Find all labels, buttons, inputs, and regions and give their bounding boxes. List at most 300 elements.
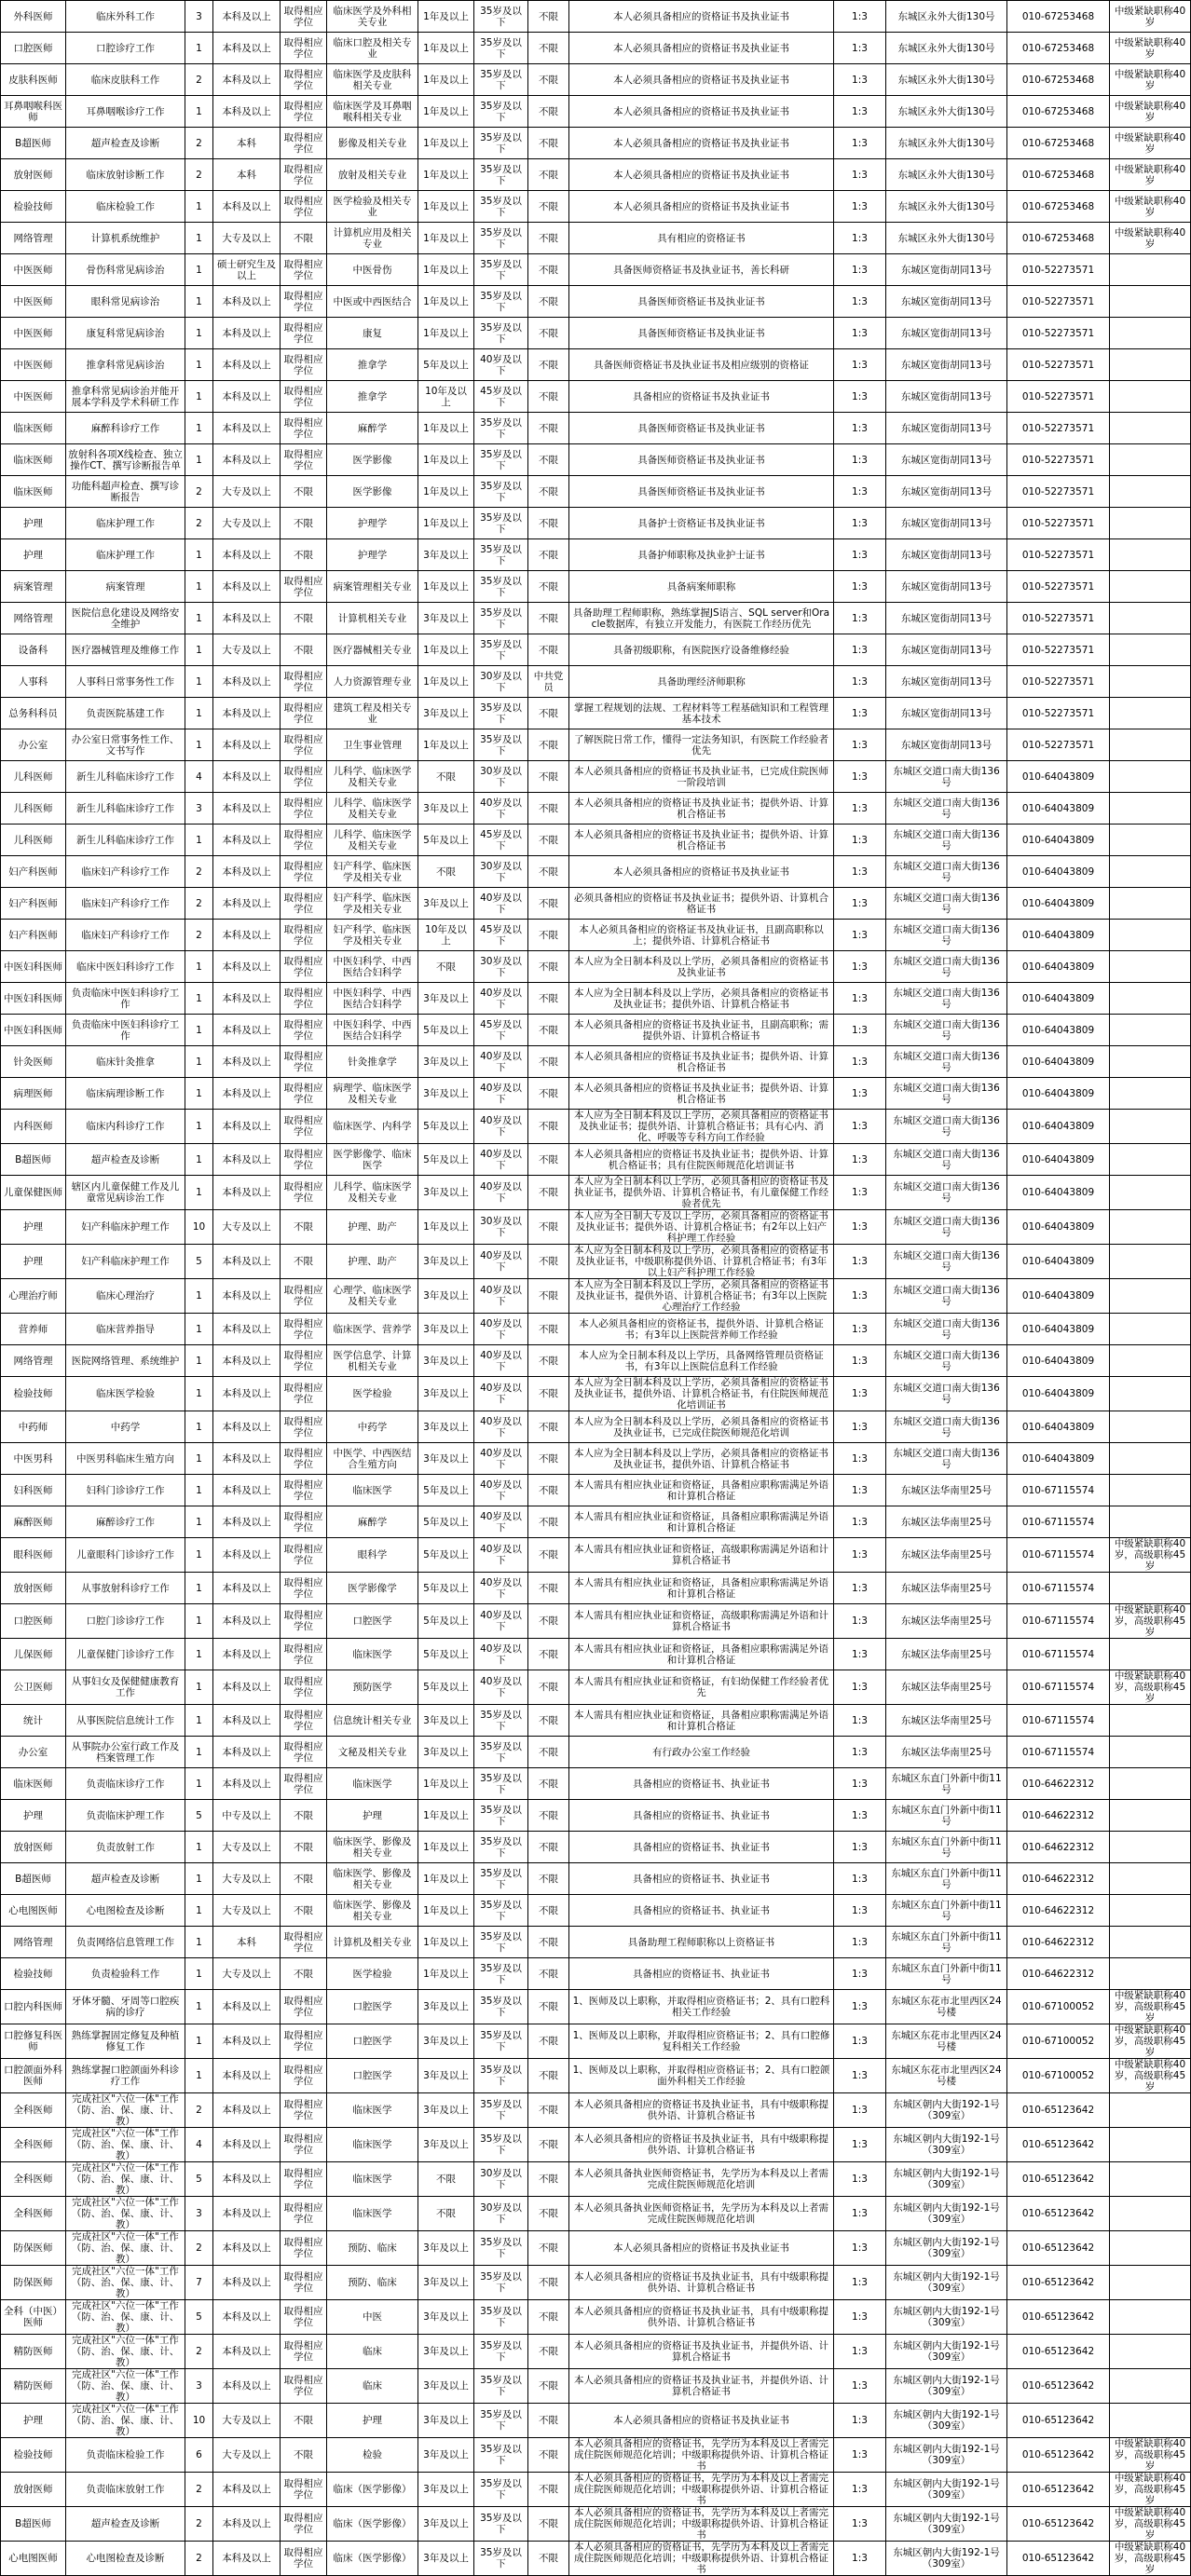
post-description: 完成社区"六位一体"工作（防、治、保、康、计、教） — [66, 2404, 185, 2438]
work-address: 东城区交道口南大街136号 — [886, 1411, 1007, 1443]
political-status: 不限 — [528, 1670, 569, 1705]
work-address: 东城区交道口南大街136号 — [886, 920, 1007, 951]
age-limit: 35岁及以下 — [474, 634, 528, 666]
age-limit: 45岁及以下 — [474, 381, 528, 413]
headcount: 10 — [185, 2404, 213, 2438]
post-name: 网络管理 — [1, 603, 66, 634]
remarks — [1110, 444, 1191, 476]
table-row — [1, 1895, 1191, 1927]
contact-phone: 010-64043809 — [1007, 1245, 1110, 1279]
work-experience: 5年及以上 — [418, 1110, 474, 1144]
post-name: 检验技师 — [1, 1958, 66, 1990]
contact-phone: 010-67253468 — [1007, 191, 1110, 223]
contact-phone: 010-67115574 — [1007, 1705, 1110, 1737]
headcount: 1 — [185, 1573, 213, 1604]
degree: 取得相应学位 — [281, 2300, 327, 2335]
remarks — [1110, 2369, 1191, 2404]
major: 临床医学、内科学 — [327, 1110, 418, 1144]
political-status: 不限 — [528, 254, 569, 286]
major: 护理 — [327, 2404, 418, 2438]
degree: 取得相应学位 — [281, 128, 327, 159]
major: 中医妇科学、中西医结合妇科学 — [327, 951, 418, 983]
political-status: 不限 — [528, 920, 569, 951]
degree: 不限 — [281, 1210, 327, 1245]
headcount: 1 — [185, 983, 213, 1015]
requirements: 具备相应的资格证书、执业证书 — [569, 1800, 834, 1832]
education: 本科及以上 — [213, 2300, 281, 2335]
table-row — [1, 286, 1191, 318]
political-status: 不限 — [528, 33, 569, 64]
degree: 取得相应学位 — [281, 2024, 327, 2059]
interview-ratio: 1:3 — [834, 1639, 886, 1670]
education: 本科及以上 — [213, 444, 281, 476]
degree: 取得相应学位 — [281, 571, 327, 603]
age-limit: 35岁及以下 — [474, 286, 528, 318]
age-limit: 35岁及以下 — [474, 1800, 528, 1832]
education: 本科及以上 — [213, 761, 281, 793]
work-address: 东城区朝内大街192-1号（309室） — [886, 2507, 1007, 2542]
major: 儿科学、临床医学及相关专业 — [327, 761, 418, 793]
interview-ratio: 1:3 — [834, 1245, 886, 1279]
age-limit: 35岁及以下 — [474, 33, 528, 64]
post-name: 全科医师 — [1, 2093, 66, 2128]
major: 中医或中西医结合 — [327, 286, 418, 318]
post-name: 儿科医师 — [1, 825, 66, 856]
remarks — [1110, 1245, 1191, 1279]
table-row — [1, 634, 1191, 666]
post-description: 临床医学检验 — [66, 1377, 185, 1411]
age-limit: 40岁及以下 — [474, 1176, 528, 1210]
political-status: 不限 — [528, 1990, 569, 2024]
education: 大专及以上 — [213, 1895, 281, 1927]
interview-ratio: 1:3 — [834, 1863, 886, 1895]
work-experience: 3年及以上 — [418, 1245, 474, 1279]
post-description: 负责临床中医妇科诊疗工作 — [66, 983, 185, 1015]
political-status: 不限 — [528, 2335, 569, 2369]
table-row — [1, 1046, 1191, 1078]
requirements: 具有相应的资格证书 — [569, 223, 834, 254]
requirements: 本人必须具备相应的资格证书及执业证书，且副高职称以上；提供外语、计算机合格证书 — [569, 920, 834, 951]
age-limit: 40岁及以下 — [474, 1345, 528, 1377]
degree: 取得相应学位 — [281, 825, 327, 856]
political-status: 不限 — [528, 856, 569, 888]
requirements: 本人必须具备相应的资格证书及执业证书 — [569, 64, 834, 96]
interview-ratio: 1:3 — [834, 1078, 886, 1110]
requirements: 本人必须具备相应的资格证书及执业证书 — [569, 33, 834, 64]
table-row — [1, 1176, 1191, 1210]
education: 本科及以上 — [213, 603, 281, 634]
interview-ratio: 1:3 — [834, 1144, 886, 1176]
interview-ratio: 1:3 — [834, 2438, 886, 2473]
requirements: 本人必须具备相应的资格证书，先学历为本科及以上者需完成住院医师规范化培训；中级职称提供外语、计算机合格证书 — [569, 2473, 834, 2507]
degree: 取得相应学位 — [281, 254, 327, 286]
work-address: 东城区宽街胡同13号 — [886, 318, 1007, 349]
age-limit: 35岁及以下 — [474, 1990, 528, 2024]
contact-phone: 010-67253468 — [1007, 159, 1110, 191]
interview-ratio: 1:3 — [834, 539, 886, 571]
work-experience: 10年及以上 — [418, 920, 474, 951]
interview-ratio: 1:3 — [834, 1705, 886, 1737]
age-limit: 35岁及以下 — [474, 729, 528, 761]
degree: 取得相应学位 — [281, 698, 327, 729]
degree: 取得相应学位 — [281, 1670, 327, 1705]
headcount: 1 — [185, 318, 213, 349]
interview-ratio: 1:3 — [834, 159, 886, 191]
remarks — [1110, 318, 1191, 349]
work-experience: 1年及以上 — [418, 1, 474, 33]
contact-phone: 010-65123642 — [1007, 2473, 1110, 2507]
political-status: 不限 — [528, 1895, 569, 1927]
post-name: 检验技师 — [1, 2438, 66, 2473]
table-row — [1, 1604, 1191, 1639]
major: 医学检验 — [327, 1377, 418, 1411]
age-limit: 30岁及以下 — [474, 951, 528, 983]
age-limit: 35岁及以下 — [474, 128, 528, 159]
table-row — [1, 951, 1191, 983]
work-address: 东城区朝内大街192-1号（309室） — [886, 2404, 1007, 2438]
contact-phone: 010-52273571 — [1007, 381, 1110, 413]
remarks — [1110, 349, 1191, 381]
major: 临床 — [327, 2335, 418, 2369]
education: 本科及以上 — [213, 1705, 281, 1737]
interview-ratio: 1:3 — [834, 1506, 886, 1538]
degree: 取得相应学位 — [281, 2093, 327, 2128]
work-experience: 不限 — [418, 856, 474, 888]
work-address: 东城区交道口南大街136号 — [886, 1015, 1007, 1046]
work-address: 东城区东直门外新中街11号 — [886, 1800, 1007, 1832]
degree: 取得相应学位 — [281, 1345, 327, 1377]
major: 临床医学 — [327, 1768, 418, 1800]
political-status: 不限 — [528, 1245, 569, 1279]
work-address: 东城区交道口南大街136号 — [886, 1443, 1007, 1475]
remarks — [1110, 1895, 1191, 1927]
degree: 取得相应学位 — [281, 413, 327, 444]
major: 妇产科学、临床医学及相关专业 — [327, 920, 418, 951]
post-name: 网络管理 — [1, 1927, 66, 1958]
requirements: 本人必须具备相应的资格证书及执业证书，具有中级职称提供外语、计算机合格证书 — [569, 2266, 834, 2300]
post-name: 中药师 — [1, 1411, 66, 1443]
headcount: 1 — [185, 1639, 213, 1670]
political-status: 不限 — [528, 1863, 569, 1895]
post-description: 从事放射科诊疗工作 — [66, 1573, 185, 1604]
remarks — [1110, 476, 1191, 508]
political-status: 不限 — [528, 1377, 569, 1411]
work-address: 东城区宽街胡同13号 — [886, 444, 1007, 476]
remarks — [1110, 1768, 1191, 1800]
contact-phone: 010-65123642 — [1007, 2197, 1110, 2231]
remarks — [1110, 1345, 1191, 1377]
interview-ratio: 1:3 — [834, 96, 886, 128]
major: 临床医学 — [327, 2093, 418, 2128]
post-name: 精防医师 — [1, 2369, 66, 2404]
remarks: 中级紧缺职称40岁，高级职称45岁 — [1110, 1990, 1191, 2024]
contact-phone: 010-52273571 — [1007, 634, 1110, 666]
interview-ratio: 1:3 — [834, 666, 886, 698]
major: 计算机及相关专业 — [327, 1927, 418, 1958]
degree: 取得相应学位 — [281, 1314, 327, 1345]
work-address: 东城区交道口南大街136号 — [886, 1210, 1007, 1245]
education: 本科及以上 — [213, 729, 281, 761]
work-experience: 3年及以上 — [418, 2231, 474, 2266]
education: 本科及以上 — [213, 1573, 281, 1604]
table-row — [1, 1279, 1191, 1314]
education: 本科 — [213, 159, 281, 191]
degree: 取得相应学位 — [281, 1176, 327, 1210]
contact-phone: 010-64043809 — [1007, 1078, 1110, 1110]
table-row — [1, 2542, 1191, 2576]
post-description: 儿童眼科门诊诊疗工作 — [66, 1538, 185, 1573]
work-experience: 5年及以上 — [418, 1670, 474, 1705]
remarks — [1110, 2197, 1191, 2231]
political-status: 不限 — [528, 413, 569, 444]
headcount: 5 — [185, 1800, 213, 1832]
degree: 取得相应学位 — [281, 2335, 327, 2369]
post-description: 临床妇产科诊疗工作 — [66, 856, 185, 888]
political-status: 不限 — [528, 1443, 569, 1475]
post-name: 中医医师 — [1, 254, 66, 286]
interview-ratio: 1:3 — [834, 1377, 886, 1411]
work-address: 东城区宽街胡同13号 — [886, 666, 1007, 698]
education: 大专及以上 — [213, 223, 281, 254]
table-row — [1, 444, 1191, 476]
age-limit: 40岁及以下 — [474, 1573, 528, 1604]
requirements: 本人必须具备相应的资格证书及执业证书 — [569, 2404, 834, 2438]
headcount: 5 — [185, 2162, 213, 2197]
work-experience: 3年及以上 — [418, 793, 474, 825]
degree: 取得相应学位 — [281, 1927, 327, 1958]
remarks — [1110, 1377, 1191, 1411]
work-address: 东城区东直门外新中街11号 — [886, 1832, 1007, 1863]
work-experience: 1年及以上 — [418, 128, 474, 159]
work-address: 东城区东直门外新中街11号 — [886, 1863, 1007, 1895]
post-description: 眼科常见病诊治 — [66, 286, 185, 318]
work-address: 东城区永外大街130号 — [886, 128, 1007, 159]
work-experience: 5年及以上 — [418, 1604, 474, 1639]
headcount: 1 — [185, 254, 213, 286]
age-limit: 35岁及以下 — [474, 539, 528, 571]
interview-ratio: 1:3 — [834, 2024, 886, 2059]
headcount: 1 — [185, 381, 213, 413]
age-limit: 30岁及以下 — [474, 2162, 528, 2197]
remarks: 中级紧缺职称40岁，高级职称45岁 — [1110, 2024, 1191, 2059]
remarks — [1110, 2335, 1191, 2369]
post-description: 临床针灸推拿 — [66, 1046, 185, 1078]
table-row — [1, 761, 1191, 793]
major: 医学信息学、计算机相关专业 — [327, 1345, 418, 1377]
degree: 不限 — [281, 1895, 327, 1927]
headcount: 1 — [185, 1314, 213, 1345]
major: 口腔医学 — [327, 1604, 418, 1639]
work-experience: 5年及以上 — [418, 1538, 474, 1573]
work-address: 东城区宽街胡同13号 — [886, 729, 1007, 761]
headcount: 1 — [185, 223, 213, 254]
post-description: 临床检验工作 — [66, 191, 185, 223]
remarks: 中级紧缺职称40岁 — [1110, 191, 1191, 223]
requirements: 本人应为全日制大专及以上学历，必须具备相应的资格证书及执业证书；提供外语、计算机合格证书；有2年以上妇产科护理工作经验 — [569, 1210, 834, 1245]
degree: 不限 — [281, 1958, 327, 1990]
political-status: 中共党员 — [528, 666, 569, 698]
political-status: 不限 — [528, 223, 569, 254]
post-name: 皮肤科医师 — [1, 64, 66, 96]
education: 本科及以上 — [213, 2231, 281, 2266]
table-row — [1, 1015, 1191, 1046]
post-name: 口腔修复科医师 — [1, 2024, 66, 2059]
age-limit: 35岁及以下 — [474, 2438, 528, 2473]
contact-phone: 010-64043809 — [1007, 1314, 1110, 1345]
work-address: 东城区朝内大街192-1号（309室） — [886, 2335, 1007, 2369]
post-name: 儿保医师 — [1, 1639, 66, 1670]
work-address: 东城区东花市北里西区24号楼 — [886, 2024, 1007, 2059]
major: 中医学、中西医结合生殖方向 — [327, 1443, 418, 1475]
work-address: 东城区朝内大街192-1号（309室） — [886, 2162, 1007, 2197]
headcount: 2 — [185, 920, 213, 951]
political-status: 不限 — [528, 1046, 569, 1078]
post-description: 医院信息化建设及网络安全维护 — [66, 603, 185, 634]
post-name: 口腔内科医师 — [1, 1990, 66, 2024]
requirements: 具备医师资格证书及执业证书 — [569, 413, 834, 444]
post-name: 眼科医师 — [1, 1538, 66, 1573]
age-limit: 35岁及以下 — [474, 2404, 528, 2438]
political-status: 不限 — [528, 1345, 569, 1377]
work-experience: 5年及以上 — [418, 1573, 474, 1604]
work-address: 东城区宽街胡同13号 — [886, 603, 1007, 634]
contact-phone: 010-65123642 — [1007, 2300, 1110, 2335]
education: 大专及以上 — [213, 1958, 281, 1990]
post-description: 负责医院基建工作 — [66, 698, 185, 729]
remarks — [1110, 1144, 1191, 1176]
interview-ratio: 1:3 — [834, 508, 886, 539]
work-address: 东城区东直门外新中街11号 — [886, 1958, 1007, 1990]
table-row — [1, 983, 1191, 1015]
interview-ratio: 1:3 — [834, 2542, 886, 2576]
requirements: 具备医师资格证书及执业证书 — [569, 318, 834, 349]
major: 卫生事业管理 — [327, 729, 418, 761]
education: 本科及以上 — [213, 1314, 281, 1345]
remarks — [1110, 761, 1191, 793]
post-name: 中医医师 — [1, 318, 66, 349]
post-name: B超医师 — [1, 1863, 66, 1895]
table-row — [1, 1377, 1191, 1411]
remarks — [1110, 1443, 1191, 1475]
interview-ratio: 1:3 — [834, 1990, 886, 2024]
work-address: 东城区宽街胡同13号 — [886, 571, 1007, 603]
requirements: 本人应为全日制本科及以上学历，必须具备相应的资格证书及执业证书；提供外语、计算机合格证书；具有心内、消化、呼吸等专科方向工作经验 — [569, 1110, 834, 1144]
political-status: 不限 — [528, 2059, 569, 2093]
political-status: 不限 — [528, 159, 569, 191]
age-limit: 40岁及以下 — [474, 1144, 528, 1176]
political-status: 不限 — [528, 1475, 569, 1506]
degree: 取得相应学位 — [281, 729, 327, 761]
remarks: 中级紧缺职称40岁 — [1110, 96, 1191, 128]
work-address: 东城区交道口南大街136号 — [886, 1377, 1007, 1411]
requirements: 本人应为全日制本科及以上学历，必须具备相应的资格证书及执业证书 — [569, 951, 834, 983]
contact-phone: 010-67100052 — [1007, 2059, 1110, 2093]
interview-ratio: 1:3 — [834, 2473, 886, 2507]
work-experience: 5年及以上 — [418, 349, 474, 381]
education: 大专及以上 — [213, 1210, 281, 1245]
political-status: 不限 — [528, 508, 569, 539]
remarks — [1110, 888, 1191, 920]
interview-ratio: 1:3 — [834, 825, 886, 856]
work-address: 东城区东花市北里西区24号楼 — [886, 1990, 1007, 2024]
headcount: 1 — [185, 1078, 213, 1110]
political-status: 不限 — [528, 1078, 569, 1110]
remarks: 中级紧缺职称40岁，高级职称45岁 — [1110, 1538, 1191, 1573]
degree: 取得相应学位 — [281, 1279, 327, 1314]
post-name: 病案管理 — [1, 571, 66, 603]
education: 本科及以上 — [213, 571, 281, 603]
age-limit: 35岁及以下 — [474, 698, 528, 729]
political-status: 不限 — [528, 2507, 569, 2542]
work-experience: 3年及以上 — [418, 2335, 474, 2369]
work-address: 东城区宽街胡同13号 — [886, 539, 1007, 571]
headcount: 2 — [185, 856, 213, 888]
age-limit: 45岁及以下 — [474, 1015, 528, 1046]
requirements: 本人必须具备相应的资格证书，先学历为本科及以上者需完成住院医师规范化培训；中级职称提供外语、计算机合格证书 — [569, 2438, 834, 2473]
political-status: 不限 — [528, 793, 569, 825]
education: 本科及以上 — [213, 2369, 281, 2404]
table-row — [1, 2404, 1191, 2438]
headcount: 1 — [185, 33, 213, 64]
political-status: 不限 — [528, 1176, 569, 1210]
contact-phone: 010-64043809 — [1007, 1046, 1110, 1078]
degree: 取得相应学位 — [281, 1604, 327, 1639]
education: 本科及以上 — [213, 2024, 281, 2059]
degree: 取得相应学位 — [281, 1377, 327, 1411]
post-description: 心电图检查及诊断 — [66, 1895, 185, 1927]
work-experience: 1年及以上 — [418, 508, 474, 539]
work-address: 东城区交道口南大街136号 — [886, 1279, 1007, 1314]
post-description: 从事院办公室行政工作及档案管理工作 — [66, 1737, 185, 1768]
requirements: 本人应为全日制本科及以上学历，必须具备相应的资格证书及执业证书，已完成住院医师规范化培训 — [569, 1411, 834, 1443]
post-description: 负责网络信息管理工作 — [66, 1927, 185, 1958]
interview-ratio: 1:3 — [834, 1176, 886, 1210]
contact-phone: 010-52273571 — [1007, 729, 1110, 761]
work-experience: 3年及以上 — [418, 2300, 474, 2335]
political-status: 不限 — [528, 2197, 569, 2231]
headcount: 1 — [185, 951, 213, 983]
major: 人力资源管理专业 — [327, 666, 418, 698]
table-row — [1, 1475, 1191, 1506]
remarks — [1110, 1705, 1191, 1737]
degree: 取得相应学位 — [281, 1506, 327, 1538]
contact-phone: 010-67253468 — [1007, 64, 1110, 96]
degree: 不限 — [281, 1863, 327, 1895]
work-experience: 1年及以上 — [418, 96, 474, 128]
headcount: 5 — [185, 1245, 213, 1279]
remarks — [1110, 634, 1191, 666]
requirements: 本人必须具备相应的资格证书及执业证书；提供外语、计算机合格证书 — [569, 825, 834, 856]
post-description: 完成社区"六位一体"工作（防、治、保、康、计、教） — [66, 2093, 185, 2128]
headcount: 1 — [185, 1443, 213, 1475]
post-description: 临床护理工作 — [66, 508, 185, 539]
degree: 不限 — [281, 634, 327, 666]
requirements: 本人需具有相应执业证和资格证，具备相应职称需满足外语和计算机合格证 — [569, 1705, 834, 1737]
remarks: 中级紧缺职称40岁，高级职称45岁 — [1110, 1604, 1191, 1639]
political-status: 不限 — [528, 1832, 569, 1863]
headcount: 1 — [185, 666, 213, 698]
remarks — [1110, 2266, 1191, 2300]
education: 大专及以上 — [213, 1863, 281, 1895]
interview-ratio: 1:3 — [834, 1832, 886, 1863]
work-experience: 3年及以上 — [418, 603, 474, 634]
work-experience: 3年及以上 — [418, 2093, 474, 2128]
age-limit: 40岁及以下 — [474, 1314, 528, 1345]
political-status: 不限 — [528, 2473, 569, 2507]
major: 推拿学 — [327, 349, 418, 381]
table-row — [1, 159, 1191, 191]
political-status: 不限 — [528, 1604, 569, 1639]
